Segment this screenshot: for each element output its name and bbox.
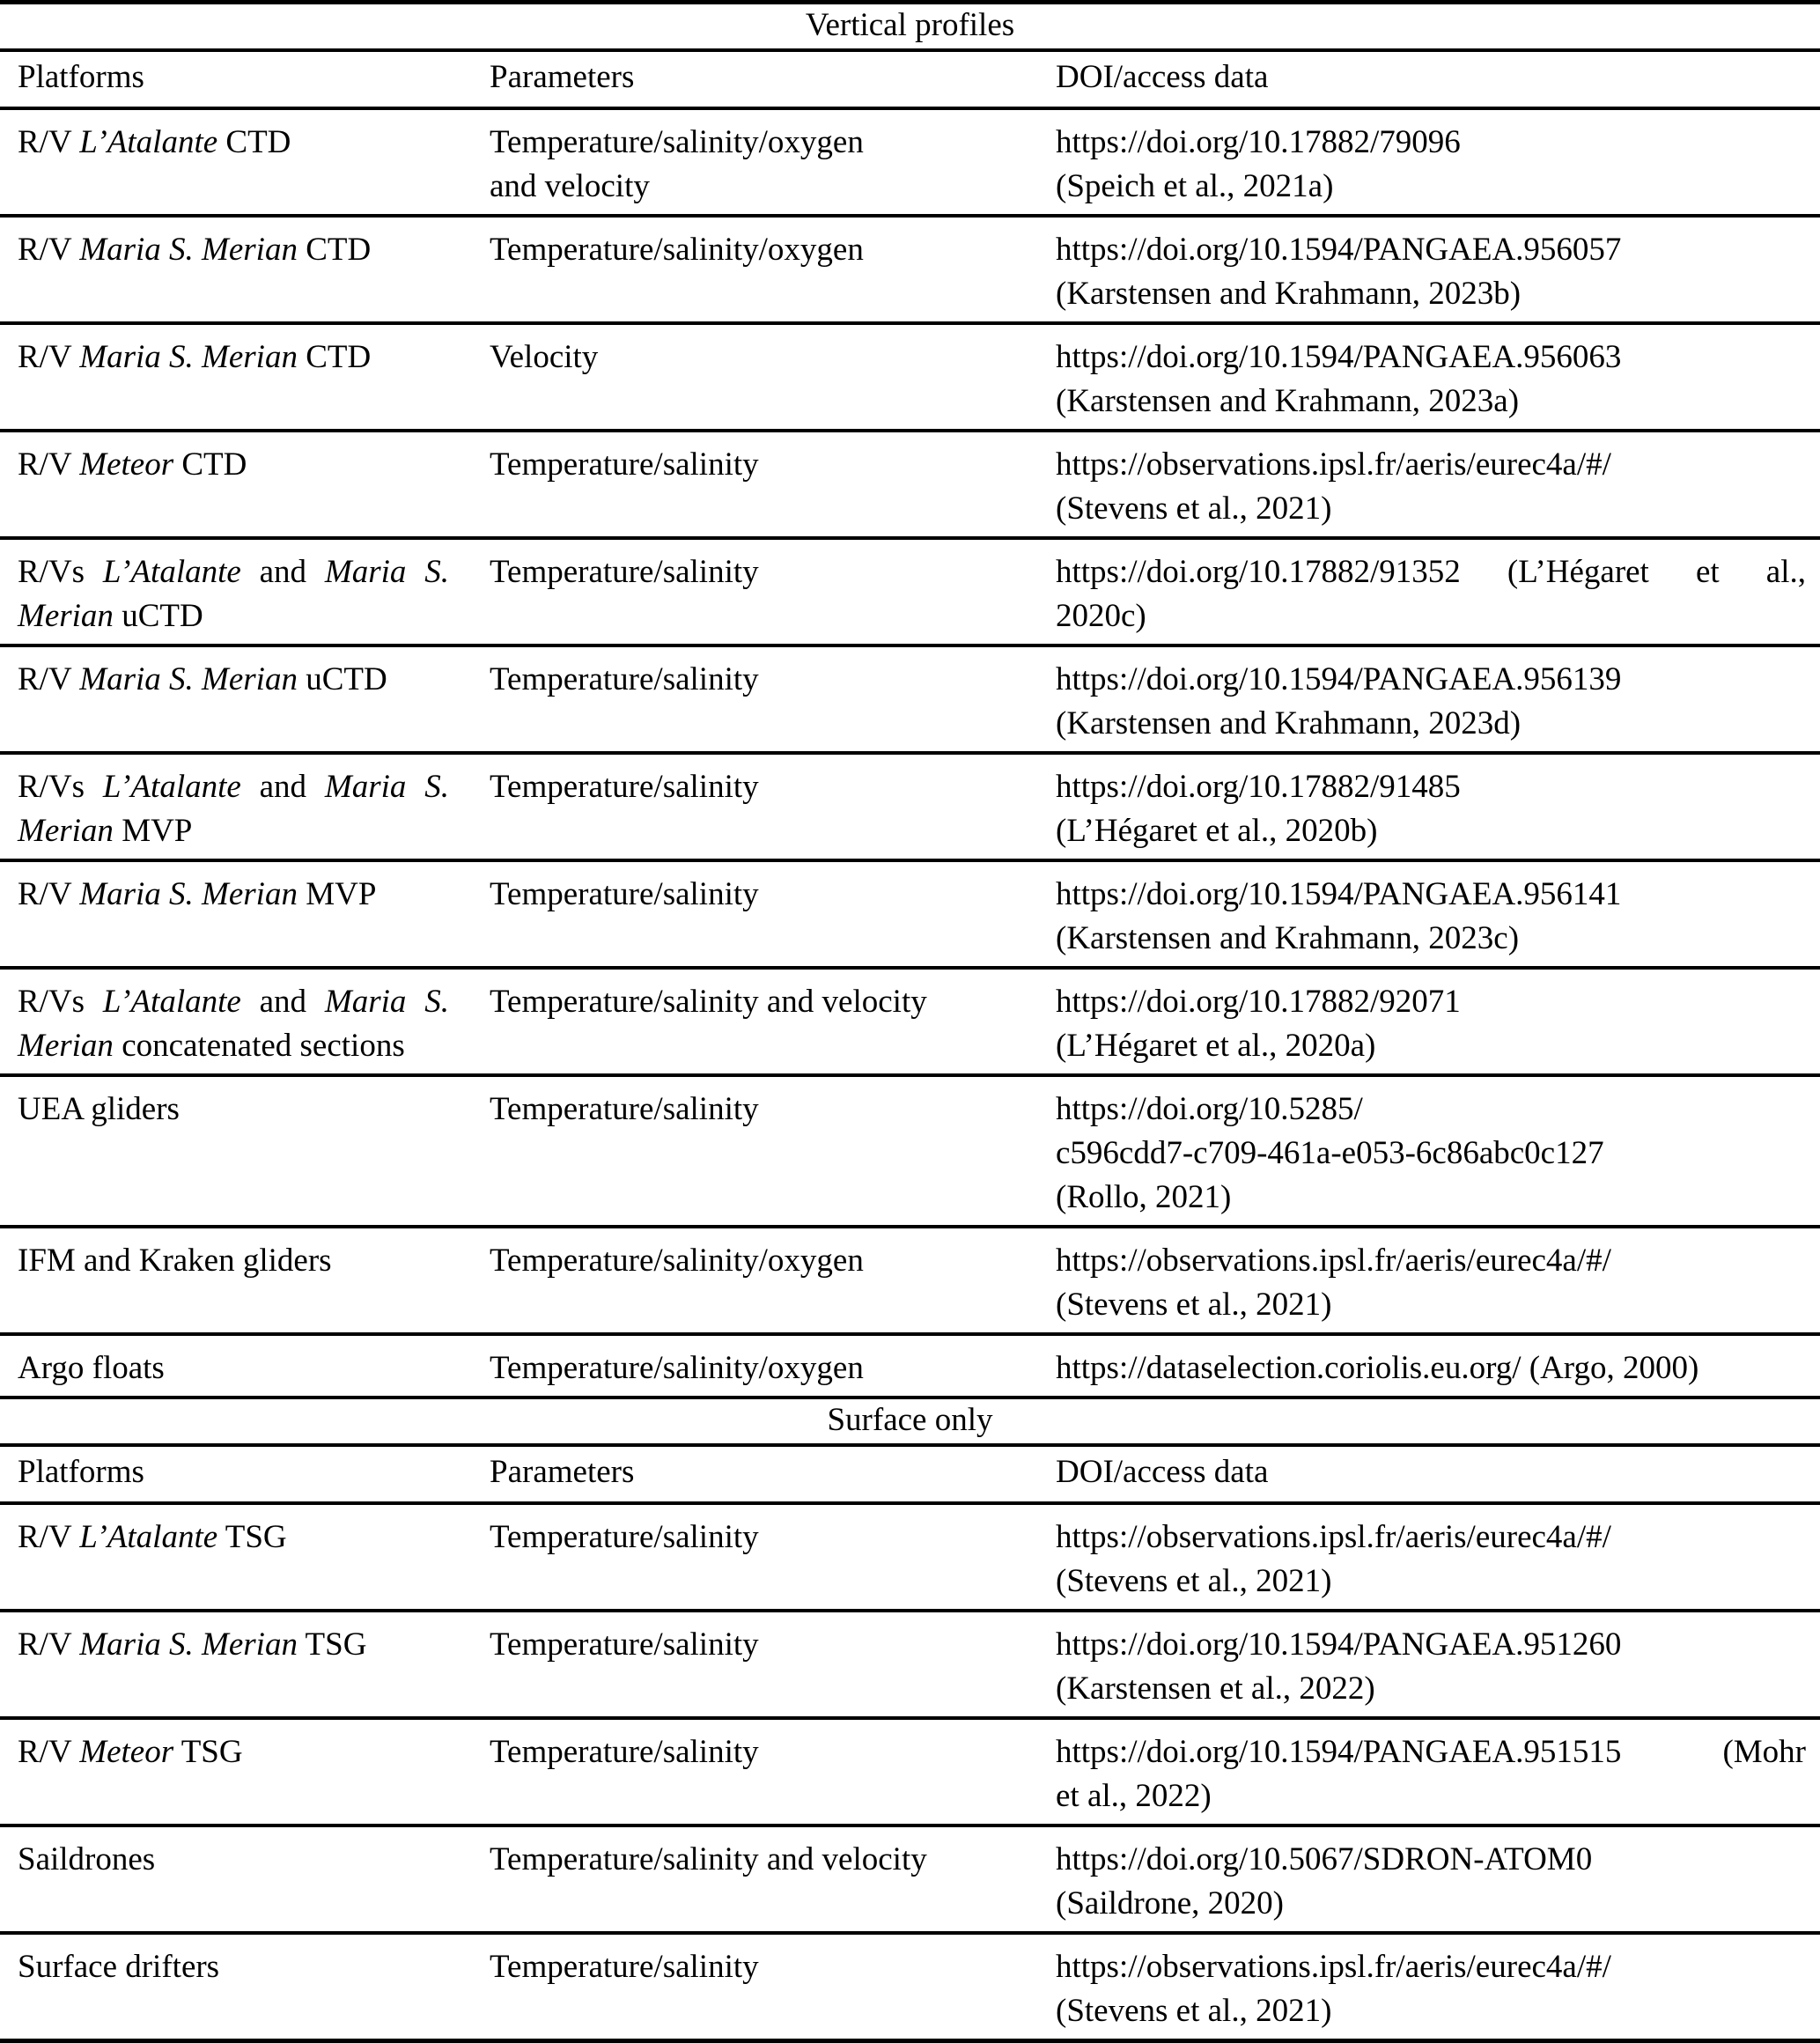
text-segment: and — [259, 554, 307, 590]
text-segment: (L’Hégaret et al., 2020a) — [1056, 1028, 1376, 1064]
text-segment: R/Vs — [18, 984, 85, 1020]
text-line — [18, 1623, 449, 1667]
text-segment: Argo floats — [18, 1350, 165, 1386]
text-segment: R/V — [18, 1626, 80, 1663]
table-section — [0, 4, 1820, 1399]
text-line — [18, 121, 449, 165]
text-segment: Surface drifters — [18, 1949, 220, 1985]
text-segment: S. — [424, 984, 449, 1020]
text-segment: L’Atalante — [102, 984, 241, 1020]
cell-parameters — [490, 1838, 1056, 1926]
text-segment: Temperature/salinity — [490, 554, 759, 590]
text-segment: Temperature/salinity — [490, 1734, 759, 1770]
text-segment: S. — [424, 554, 449, 590]
text-line — [1056, 594, 1806, 638]
text-segment: Maria S. Merian — [79, 661, 298, 697]
text-line — [1056, 1623, 1806, 1667]
cell-doi — [1056, 1730, 1806, 1818]
text-line — [1056, 1516, 1806, 1560]
table-row — [0, 1827, 1820, 1935]
text-segment: UEA gliders — [18, 1091, 180, 1127]
cell-platform — [18, 1730, 490, 1818]
text-segment: and velocity — [490, 168, 650, 204]
text-line — [490, 873, 1056, 917]
doi-link[interactable]: https://doi.org/10.17882/79096 — [1056, 124, 1461, 160]
text-line — [1056, 658, 1806, 702]
text-segment: CTD — [217, 124, 291, 160]
text-line — [1056, 980, 1806, 1024]
cell-doi — [1056, 550, 1806, 638]
text-segment: Temperature/salinity/oxygen — [490, 1243, 864, 1279]
text-line — [18, 228, 449, 272]
text-segment: uCTD — [297, 661, 387, 697]
table-row — [0, 1505, 1820, 1612]
text-segment: R/V — [18, 446, 80, 483]
text-line — [18, 1945, 449, 1989]
text-segment: Temperature/salinity — [490, 1519, 759, 1555]
cell-parameters — [490, 1239, 1056, 1327]
text-segment: R/Vs — [18, 769, 85, 805]
table-row — [0, 1336, 1820, 1399]
cell-doi — [1056, 658, 1806, 746]
doi-link[interactable]: https://observations.ipsl.fr/aeris/eurec4a/#/ — [1056, 446, 1611, 483]
cell-parameters — [490, 980, 1056, 1068]
column-header-row — [0, 1447, 1820, 1505]
table-row — [0, 1077, 1820, 1228]
cell-parameters — [490, 1945, 1056, 2033]
text-segment: S. — [424, 769, 449, 805]
section-title-row — [0, 1399, 1820, 1447]
cell-platform — [18, 336, 490, 424]
text-segment: TSG — [297, 1626, 367, 1663]
table-row — [0, 1612, 1820, 1720]
text-segment: 2020c) — [1056, 598, 1146, 634]
doi-link[interactable]: https://observations.ipsl.fr/aeris/eurec4a/#/ — [1056, 1519, 1611, 1555]
table-section — [0, 1399, 1820, 2039]
text-segment: et al., 2022) — [1056, 1778, 1212, 1814]
text-segment: R/V — [18, 1519, 80, 1555]
doi-link[interactable]: https://doi.org/10.17882/91485 — [1056, 769, 1461, 805]
text-segment: Maria S. Merian — [79, 876, 298, 912]
table-row — [0, 1228, 1820, 1336]
text-segment: CTD — [297, 232, 372, 268]
text-segment: L’Atalante — [102, 769, 241, 805]
text-line — [1056, 917, 1806, 961]
text-segment: (Karstensen and Krahmann, 2023c) — [1056, 920, 1520, 956]
text-segment: R/Vs — [18, 554, 85, 590]
cell-platform — [18, 228, 490, 316]
doi-link[interactable]: https://observations.ipsl.fr/aeris/eurec4a/#/ — [1056, 1949, 1611, 1985]
text-segment: Temperature/salinity — [490, 446, 759, 483]
text-segment: TSG — [217, 1519, 287, 1555]
text-segment: Maria — [324, 554, 407, 590]
table-row — [0, 1720, 1820, 1827]
text-line — [1056, 272, 1806, 316]
text-segment: (L’Hégaret et al., 2020b) — [1056, 813, 1378, 849]
text-line — [18, 658, 449, 702]
cell-doi — [1056, 1088, 1806, 1220]
table-row — [0, 540, 1820, 647]
cell-doi — [1056, 443, 1806, 531]
doi-link[interactable]: https://doi.org/10.1594/PANGAEA.951260 — [1056, 1626, 1622, 1663]
text-segment: Saildrones — [18, 1841, 156, 1877]
cell-platform — [18, 443, 490, 531]
cell-platform — [18, 1838, 490, 1926]
cell-doi — [1056, 121, 1806, 209]
table-row — [0, 218, 1820, 325]
table-row — [0, 325, 1820, 432]
text-segment: uCTD — [113, 598, 203, 634]
text-segment: MVP — [113, 813, 193, 849]
text-line — [490, 228, 1056, 272]
text-line — [1056, 1667, 1806, 1711]
text-line — [490, 550, 1056, 594]
text-line — [1056, 809, 1806, 853]
text-line — [490, 1838, 1056, 1882]
cell-platform — [18, 980, 490, 1068]
text-line — [1056, 121, 1806, 165]
text-line — [1056, 228, 1806, 272]
cell-parameters — [490, 1623, 1056, 1711]
text-line — [1056, 1088, 1806, 1132]
text-segment: L’Atalante — [102, 554, 241, 590]
doi-link[interactable]: https://doi.org/10.1594/PANGAEA.956139 — [1056, 661, 1622, 697]
text-line — [18, 594, 449, 638]
text-segment: TSG — [173, 1734, 243, 1770]
text-segment: (Saildrone, 2020) — [1056, 1885, 1284, 1921]
doi-link[interactable]: https://doi.org/10.17882/92071 — [1056, 984, 1461, 1020]
text-line — [18, 443, 449, 487]
column-header-parameters: Parameters — [490, 1454, 635, 1490]
text-segment: Meteor — [79, 1734, 174, 1770]
text-segment: R/V — [18, 661, 80, 697]
doi-link[interactable]: https://doi.org/10.1594/PANGAEA.956063 — [1056, 339, 1622, 375]
cell-doi — [1056, 765, 1806, 853]
text-segment: and — [259, 984, 307, 1020]
text-line — [1056, 1989, 1806, 2033]
cell-platform — [18, 121, 490, 209]
column-header-platforms: Platforms — [18, 1454, 144, 1490]
text-segment: (Rollo, 2021) — [1056, 1179, 1232, 1215]
cell-platform — [18, 765, 490, 853]
text-segment: et — [1695, 554, 1720, 590]
text-line — [1056, 1882, 1806, 1926]
text-line — [490, 980, 1056, 1024]
table-row — [0, 755, 1820, 862]
text-line — [490, 1945, 1056, 1989]
cell-doi — [1056, 1945, 1806, 2033]
text-line — [1056, 1283, 1806, 1327]
text-segment: Temperature/salinity/oxygen — [490, 124, 864, 160]
text-segment: Temperature/salinity/oxygen — [490, 1350, 864, 1386]
doi-link[interactable]: c596cdd7-c709-461a-e053-6c86abc0c127 — [1056, 1135, 1604, 1171]
text-line — [490, 1346, 1056, 1390]
text-segment: (Karstensen and Krahmann, 2023a) — [1056, 383, 1520, 419]
text-segment: Merian — [18, 598, 114, 634]
text-line — [490, 1516, 1056, 1560]
text-segment: Maria S. Merian — [79, 1626, 298, 1663]
text-line — [18, 1730, 449, 1774]
text-segment: Temperature/salinity — [490, 661, 759, 697]
cell-parameters — [490, 1516, 1056, 1604]
text-line — [1056, 165, 1806, 209]
text-line — [1056, 1945, 1806, 1989]
text-line — [1056, 1774, 1806, 1818]
text-segment: Maria — [324, 769, 407, 805]
text-segment: R/V — [18, 876, 80, 912]
cell-platform — [18, 1346, 490, 1390]
text-line — [1056, 1346, 1806, 1390]
text-line — [1056, 1560, 1806, 1604]
text-line — [1056, 380, 1806, 424]
text-line — [490, 165, 1056, 209]
text-segment: Maria S. Merian — [79, 232, 298, 268]
text-segment: (L’Hégaret — [1507, 554, 1649, 590]
cell-doi — [1056, 336, 1806, 424]
text-line — [18, 1838, 449, 1882]
column-header-row — [0, 52, 1820, 110]
section-title: Vertical profiles — [805, 7, 1015, 43]
table-row — [0, 970, 1820, 1077]
text-segment: Temperature/salinity/oxygen — [490, 232, 864, 268]
text-line — [490, 1088, 1056, 1132]
table-row — [0, 1935, 1820, 2039]
text-line — [490, 1239, 1056, 1283]
cell-platform — [18, 1623, 490, 1711]
text-segment: R/V — [18, 1734, 80, 1770]
text-line — [490, 121, 1056, 165]
cell-parameters — [490, 336, 1056, 424]
text-segment: Merian — [18, 813, 114, 849]
text-segment: (Mohr — [1722, 1734, 1806, 1770]
text-segment: concatenated sections — [113, 1028, 405, 1064]
text-segment: al., — [1765, 554, 1806, 590]
text-segment: Temperature/salinity — [490, 1626, 759, 1663]
text-segment: Temperature/salinity — [490, 1949, 759, 1985]
cell-parameters — [490, 1346, 1056, 1390]
justified-line — [1056, 550, 1806, 594]
text-segment: Temperature/salinity — [490, 876, 759, 912]
text-line — [1056, 1239, 1806, 1283]
cell-parameters — [490, 658, 1056, 746]
cell-parameters — [490, 121, 1056, 209]
text-line — [490, 1623, 1056, 1667]
cell-platform — [18, 873, 490, 961]
cell-parameters — [490, 1730, 1056, 1818]
text-segment: Temperature/salinity — [490, 769, 759, 805]
text-line — [490, 443, 1056, 487]
text-segment: (Stevens et al., 2021) — [1056, 490, 1332, 527]
cell-parameters — [490, 1088, 1056, 1220]
cell-doi — [1056, 1623, 1806, 1711]
text-segment: CTD — [297, 339, 372, 375]
section-title: Surface only — [827, 1402, 993, 1438]
text-line — [18, 1024, 449, 1068]
justified-line — [1056, 1730, 1806, 1774]
doi-link[interactable]: https://doi.org/10.5285/ — [1056, 1091, 1363, 1127]
text-line — [18, 1346, 449, 1390]
text-segment: R/V — [18, 232, 80, 268]
text-line — [1056, 336, 1806, 380]
text-segment: (Argo, 2000) — [1521, 1350, 1699, 1386]
text-line — [18, 1088, 449, 1132]
text-segment: Meteor — [79, 446, 174, 483]
text-line — [490, 765, 1056, 809]
text-line — [1056, 1132, 1806, 1176]
text-segment: R/V — [18, 339, 80, 375]
text-segment: R/V — [18, 124, 80, 160]
column-header-doi: DOI/access data — [1056, 59, 1269, 95]
cell-platform — [18, 1239, 490, 1327]
cell-doi — [1056, 228, 1806, 316]
cell-doi — [1056, 980, 1806, 1068]
text-segment: CTD — [173, 446, 247, 483]
doi-link[interactable]: https://doi.org/10.1594/PANGAEA.956141 — [1056, 876, 1622, 912]
text-line — [1056, 1838, 1806, 1882]
text-segment: (Speich et al., 2021a) — [1056, 168, 1334, 204]
cell-doi — [1056, 873, 1806, 961]
text-segment: Temperature/salinity and velocity — [490, 1841, 927, 1877]
text-segment: (Stevens et al., 2021) — [1056, 1563, 1332, 1599]
cell-platform — [18, 1516, 490, 1604]
text-line — [1056, 487, 1806, 531]
text-line — [1056, 1024, 1806, 1068]
text-line — [1056, 702, 1806, 746]
text-line — [18, 873, 449, 917]
table-row — [0, 647, 1820, 755]
doi-link[interactable]: https://observations.ipsl.fr/aeris/eurec4a/#/ — [1056, 1243, 1611, 1279]
table-row — [0, 862, 1820, 970]
text-line — [18, 809, 449, 853]
text-segment: IFM and Kraken gliders — [18, 1243, 332, 1279]
text-segment: Velocity — [490, 339, 599, 375]
cell-platform — [18, 1088, 490, 1220]
text-line — [490, 658, 1056, 702]
column-header-doi: DOI/access data — [1056, 1454, 1269, 1490]
justified-line — [18, 550, 449, 594]
doi-link[interactable]: https://doi.org/10.1594/PANGAEA.951515 — [1056, 1734, 1622, 1770]
text-segment: (Karstensen et al., 2022) — [1056, 1671, 1375, 1707]
table-row — [0, 110, 1820, 218]
column-header-parameters: Parameters — [490, 59, 635, 95]
section-title-row — [0, 4, 1820, 52]
text-line — [490, 336, 1056, 380]
text-line — [1056, 765, 1806, 809]
table-row — [0, 432, 1820, 540]
text-line — [1056, 873, 1806, 917]
justified-line — [18, 765, 449, 809]
cell-platform — [18, 550, 490, 638]
cell-doi — [1056, 1838, 1806, 1926]
cell-parameters — [490, 550, 1056, 638]
doi-link[interactable]: https://dataselection.coriolis.eu.org/ — [1056, 1350, 1522, 1386]
text-segment: (Stevens et al., 2021) — [1056, 1993, 1332, 2029]
cell-parameters — [490, 873, 1056, 961]
cell-doi — [1056, 1239, 1806, 1327]
text-segment: (Karstensen and Krahmann, 2023b) — [1056, 276, 1522, 312]
column-header-platforms: Platforms — [18, 59, 144, 95]
text-segment: L’Atalante — [79, 124, 218, 160]
text-segment: L’Atalante — [79, 1519, 218, 1555]
text-segment: Temperature/salinity — [490, 1091, 759, 1127]
doi-link[interactable]: https://doi.org/10.17882/91352 — [1056, 554, 1461, 590]
text-line — [490, 1730, 1056, 1774]
text-segment: MVP — [297, 876, 377, 912]
text-segment: Maria S. Merian — [79, 339, 298, 375]
cell-platform — [18, 1945, 490, 2033]
text-segment: Maria — [324, 984, 407, 1020]
cell-parameters — [490, 443, 1056, 531]
text-line — [18, 336, 449, 380]
text-line — [1056, 1176, 1806, 1220]
text-segment: (Stevens et al., 2021) — [1056, 1287, 1332, 1323]
cell-platform — [18, 658, 490, 746]
text-line — [18, 1239, 449, 1283]
text-segment: and — [259, 769, 307, 805]
cell-parameters — [490, 765, 1056, 853]
text-segment: Merian — [18, 1028, 114, 1064]
text-segment: Temperature/salinity and velocity — [490, 984, 927, 1020]
text-line — [1056, 443, 1806, 487]
doi-link[interactable]: https://doi.org/10.5067/SDRON-ATOM0 — [1056, 1841, 1593, 1877]
doi-link[interactable]: https://doi.org/10.1594/PANGAEA.956057 — [1056, 232, 1622, 268]
justified-line — [18, 980, 449, 1024]
text-segment: (Karstensen and Krahmann, 2023d) — [1056, 705, 1522, 741]
cell-doi — [1056, 1516, 1806, 1604]
text-line — [18, 1516, 449, 1560]
cell-doi — [1056, 1346, 1806, 1390]
cell-parameters — [490, 228, 1056, 316]
